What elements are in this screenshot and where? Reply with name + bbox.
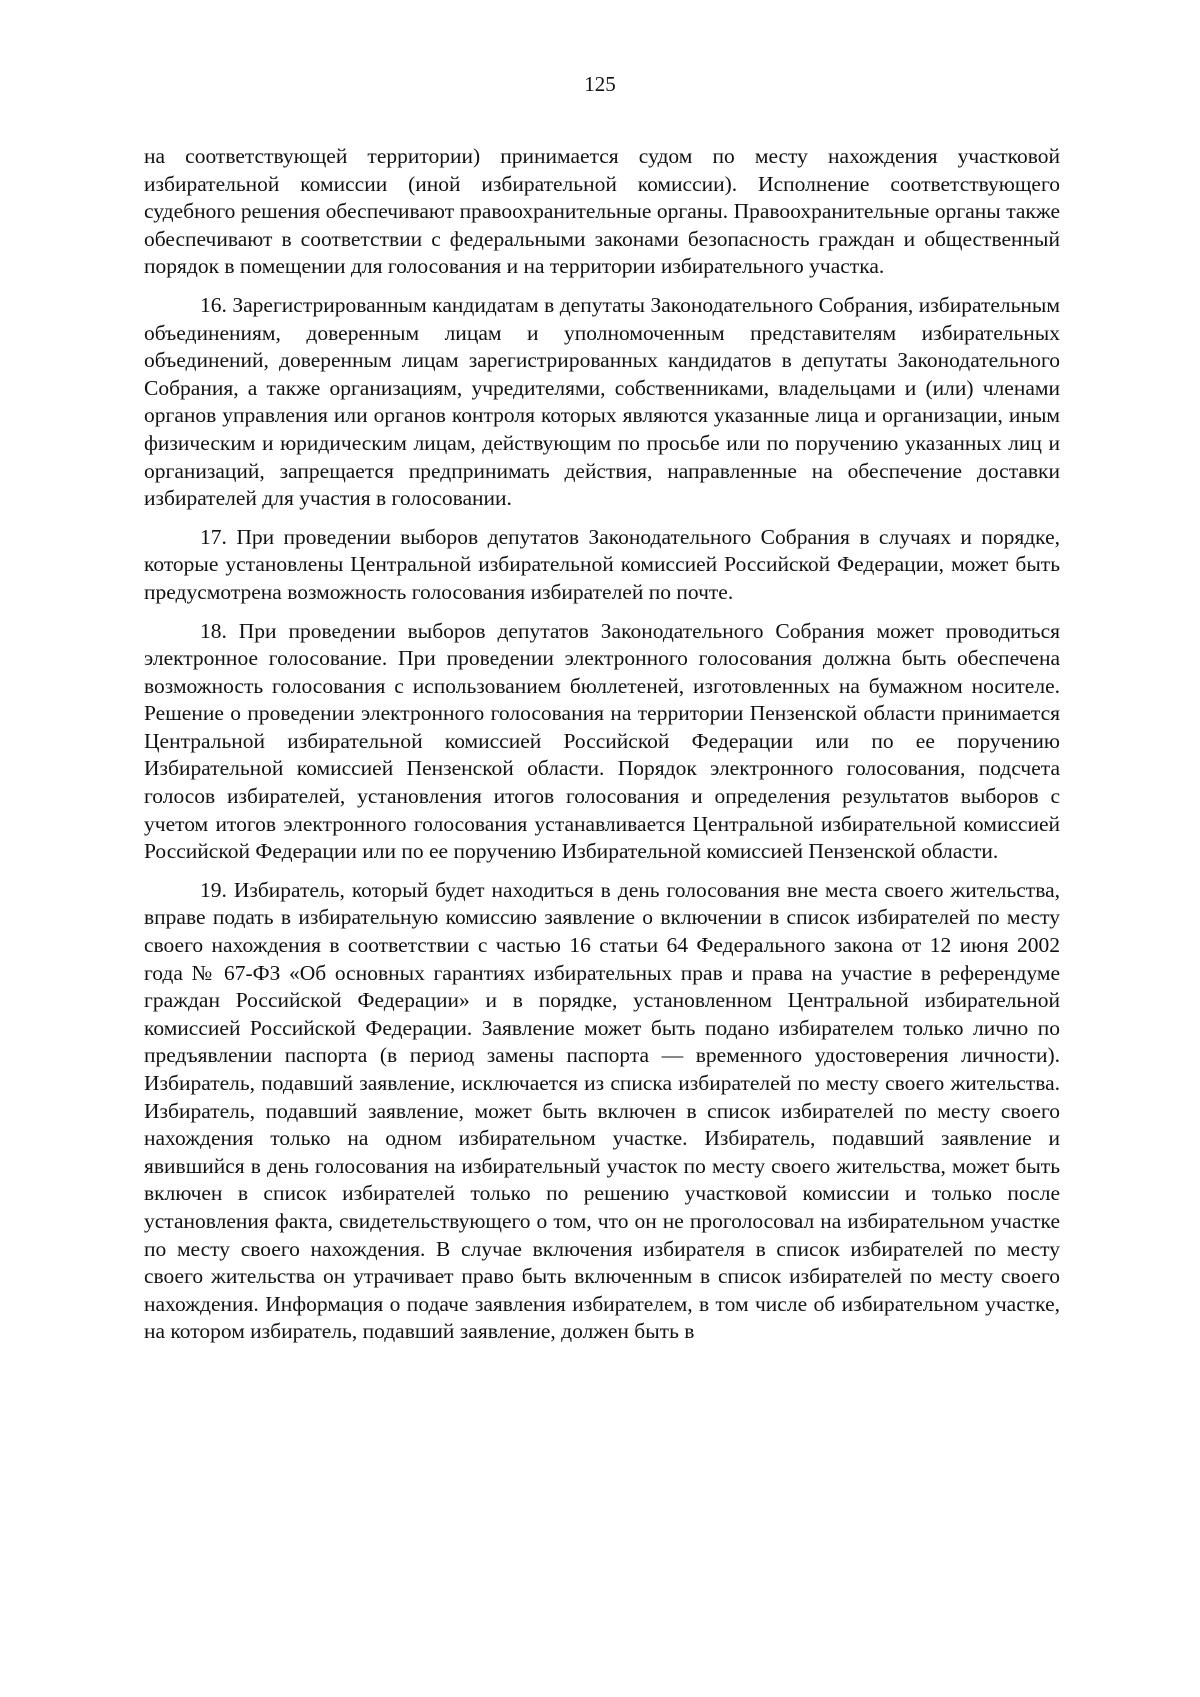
paragraph-continuation: на соответствующей территории) принимается судом по месту нахождения участковой избирательной комиссии (иной избирательной комиссии). Исполнение соответствующего судебного решения обеспечивают правоохранительные органы. Правоохранительные органы также обеспечивают в соответствии с федеральными законами безопасность граждан и общественный порядок в помещении для голосования и на территории избирательного участка. xyxy=(144,144,1060,279)
document-body xyxy=(144,143,1060,1357)
page-number: 125 xyxy=(584,72,616,96)
paragraph-item-16: 16. Зарегистрированным кандидатам в депутаты Законодательного Собрания, избирательным объединениям, доверенным лицам и уполномоченным представителям избирательных объединений, доверенным лицам зарегистрированных кандидатов в депутаты Законодательного Собрания, а также организациям, учредителями, собственниками, владельцами и (или) членами органов управления или органов контроля которых являются указанные лица и организации, иным физическим и юридическим лицам, действующим по просьбе или по поручению указанных лиц и организаций, запрещается предпринимать действия, направленные на обеспечение доставки избирателей для участия в голосовании. xyxy=(144,292,1060,511)
paragraph-item-17: 17. При проведении выборов депутатов Законодательного Собрания в случаях и порядке, которые установлены Центральной избирательной комиссией Российской Федерации, может быть предусмотрена возможность голосования избирателей по почте. xyxy=(144,524,1060,604)
paragraph-item-18: 18. При проведении выборов депутатов Законодательного Собрания может проводиться электронное голосование. При проведении электронного голосования должна быть обеспечена возможность голосования с использованием бюллетеней, изготовленных на бумажном носителе. Решение о проведении электронного голосования на территории Пензенской области принимается Центральной избирательной комиссией Российской Федерации или по ее поручению Избирательной комиссией Пензенской области. Порядок электронного голосования, подсчета голосов избирателей, установления итогов голосования и определения результатов выборов с учетом итогов электронного голосования устанавливается Центральной избирательной комиссией Российской Федерации или по ее поручению Избирательной комиссией Пензенской области. xyxy=(144,618,1060,864)
paragraph-item-19: 19. Избиратель, который будет находиться в день голосования вне места своего жительства, вправе подать в избирательную комиссию заявление о включении в список избирателей по месту своего нахождения в соответствии с частью 16 статьи 64 Федерального закона от 12 июня 2002 года № 67-ФЗ «Об основных гарантиях избирательных прав и права на участие в референдуме граждан Российской Федерации» и в порядке, установленном Центральной избирательной комиссией Российской Федерации. Заявление может быть подано избирателем только лично по предъявлении паспорта (в период замены паспорта — временного удостоверения личности). Избиратель, подавший заявление, исключается из списка избирателей по месту своего жительства. Избиратель, подавший заявление, может быть включен в список избирателей по месту своего нахождения только на одном избирательном участке. Избиратель, подавший заявление и явившийся в день голосования на избирательный участок по месту своего жительства, может быть включен в список избирателей только по решению участковой комиссии и только после установления факта, свидетельствующего о том, что он не проголосовал на избирательном участке по месту своего нахождения. В случае включения избирателя в список избирателей по месту своего жительства он утрачивает право быть включенным в список избирателей по месту своего нахождения. Информация о подаче заявления избирателем, в том числе об избирательном участке, на котором избиратель, подавший заявление, должен быть в xyxy=(144,877,1060,1344)
